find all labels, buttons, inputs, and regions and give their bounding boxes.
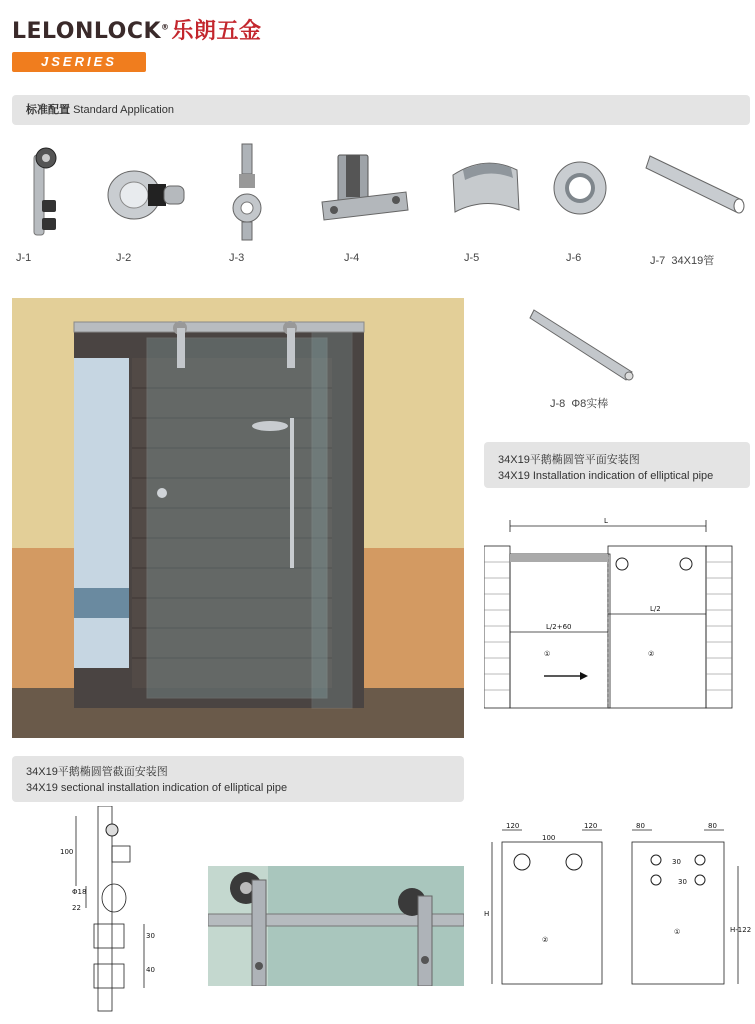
panel2-label: ②: [542, 936, 549, 944]
roller-hanger-icon: [14, 140, 104, 250]
dim-total: L: [604, 517, 608, 525]
section-dim-100: 100: [60, 848, 74, 856]
part-code-j4: J-4: [344, 252, 360, 264]
part-code-j7: J-7: [650, 255, 666, 267]
registered-mark: ®: [161, 22, 170, 32]
plane-installation-diagram: [484, 514, 734, 719]
ring-stopper-icon: [548, 140, 638, 250]
part-code-j2: J-2: [116, 252, 132, 264]
plane-installation-header: [484, 442, 750, 488]
part-label-j7: [650, 252, 714, 268]
section-installation-diagram: [50, 806, 160, 1021]
part-desc-j7: 34X19管: [671, 255, 715, 267]
panel2-dim-right: 120: [584, 822, 598, 830]
brand-logo: [12, 14, 262, 45]
section-title-en: 34X19 sectional installation indication of elliptical pipe: [26, 782, 288, 794]
panel-2-diagram: [484, 822, 614, 997]
section-dim-22: 22: [72, 904, 81, 912]
hardware-detail-photo: [208, 866, 464, 986]
panel1-dim-right: 80: [708, 822, 717, 830]
brand-name-cn: 乐朗五金: [171, 19, 262, 44]
standard-title-en: Standard Application: [73, 104, 174, 116]
panel-1-diagram: [622, 822, 752, 997]
floor-guide-icon: [318, 140, 408, 250]
brand-name: LELONLOCK: [12, 19, 162, 44]
panel-1-label: ①: [544, 650, 551, 658]
glass-clip-icon: [445, 140, 535, 250]
shower-installation-photo: [12, 298, 464, 738]
solid-rod-icon: [528, 300, 648, 390]
part-code-j5: J-5: [464, 252, 480, 264]
panel1-dim-left: 80: [636, 822, 645, 830]
section-title-cn: 34X19平鹅椭圆管截面安装图: [26, 766, 168, 778]
plane-title-en: 34X19 Installation indication of elliptical pipe: [498, 470, 714, 482]
section-dim-phi18: Φ18: [72, 888, 87, 896]
panel1-dim-30b: 30: [678, 878, 687, 886]
section-installation-header: [12, 756, 464, 802]
panel1-dim-30a: 30: [672, 858, 681, 866]
part-desc-j8: Φ8实棒: [571, 398, 609, 410]
part-code-j1: J-1: [16, 252, 32, 264]
panel2-dim-mid: 100: [542, 834, 556, 842]
section-dim-40: 40: [146, 966, 155, 974]
part-code-j3: J-3: [229, 252, 245, 264]
elliptical-pipe-icon: [644, 140, 734, 250]
panel1-label: ①: [674, 928, 681, 936]
knob-connector-icon: [104, 140, 194, 250]
panel2-dim-h: H: [484, 910, 490, 918]
part-label-j8: [550, 395, 608, 411]
standard-title-cn: 标准配置: [26, 104, 70, 116]
dim-right: L/2: [650, 605, 661, 613]
part-code-j6: J-6: [566, 252, 582, 264]
dim-left: L/2+60: [546, 623, 572, 631]
panel1-dim-h122: H-122: [730, 926, 752, 934]
panel-2-label: ②: [648, 650, 655, 658]
part-code-j8: J-8: [550, 398, 566, 410]
pipe-clamp-icon: [212, 140, 302, 250]
plane-title-cn: 34X19平鹅椭圆管平面安装图: [498, 454, 640, 466]
series-badge: JSERIES: [12, 52, 146, 72]
section-dim-30: 30: [146, 932, 155, 940]
standard-application-header: [12, 95, 750, 125]
panel2-dim-left: 120: [506, 822, 520, 830]
